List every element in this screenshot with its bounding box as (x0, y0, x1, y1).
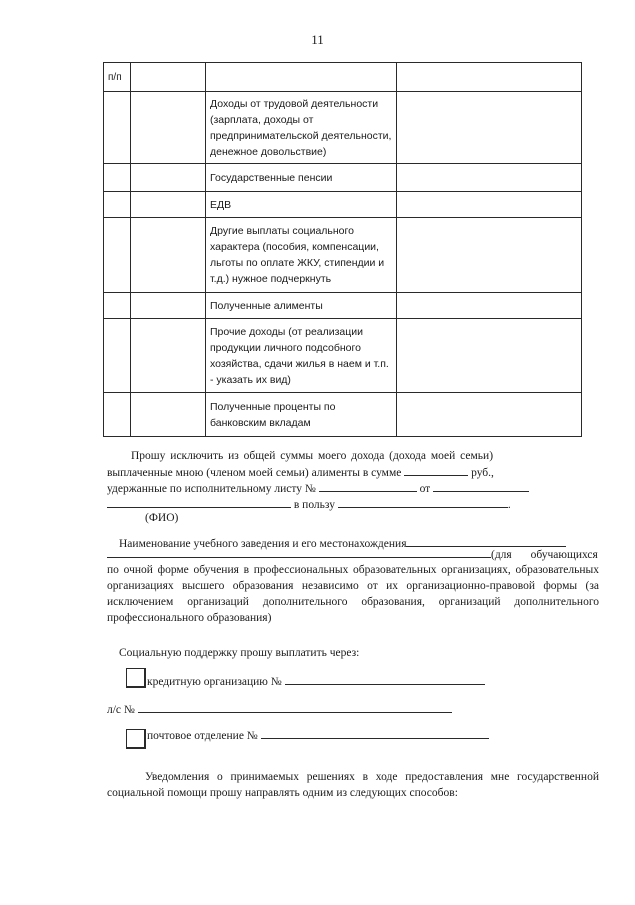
credit-organization-field[interactable] (285, 673, 485, 685)
notification-paragraph: Уведомления о принимаемых решениях в ходе предоставления мне государственной социальной помощи прошу направлять одним из следующих способов: (107, 771, 599, 799)
education-address-field[interactable] (107, 546, 491, 558)
education-line-2 (107, 546, 598, 563)
table-row (104, 92, 582, 164)
beneficiary-label: в пользу (293, 499, 335, 511)
income-value-cell[interactable] (397, 393, 582, 437)
table-cell-num-header (104, 63, 131, 92)
alimony-amount-field[interactable] (404, 464, 468, 476)
table-cell (397, 63, 582, 92)
education-note-start: (для обучающихся (491, 549, 598, 561)
alimony-end-dot: . (507, 499, 511, 511)
table-row (104, 192, 582, 218)
account-line (107, 701, 452, 718)
table-row (104, 293, 582, 319)
credit-organization-checkbox[interactable] (126, 668, 146, 688)
post-office-checkbox[interactable] (126, 729, 146, 749)
income-type-label: Полученные алименты (210, 299, 323, 312)
income-type-label: Полученные проценты по банковским вкладам (210, 400, 336, 429)
alimony-amount-prefix: выплаченные мною (членом моей семьи) алименты в сумме (107, 467, 402, 479)
post-office-field[interactable] (261, 727, 489, 739)
table-row (104, 164, 582, 192)
writ-issuer-field[interactable] (107, 496, 291, 508)
post-office-label: почтовое отделение № (147, 730, 258, 742)
table-row (104, 218, 582, 293)
alimony-line-1: Прошу исключить из общей суммы моего дохода (дохода моей семьи) (131, 450, 494, 462)
writ-date-label: от (419, 483, 431, 495)
beneficiary-field[interactable] (338, 496, 508, 508)
payment-heading: Социальную поддержку прошу выплатить через: (119, 647, 360, 659)
credit-organization-label: кредитную организацию № (147, 676, 282, 688)
account-label: л/с № (107, 704, 135, 716)
income-type-label: Прочие доходы (от реализации продукции личного подсобного хозяйства, сдачи жилья в наем и т.п. - указать их вид) (210, 325, 389, 386)
income-type-label: ЕДВ (210, 198, 232, 211)
income-value-cell[interactable] (397, 293, 582, 319)
table-cell (131, 63, 206, 92)
income-value-cell[interactable] (397, 192, 582, 218)
fio-caption: (ФИО) (145, 512, 179, 524)
table-cell (206, 63, 397, 92)
writ-number-field[interactable] (319, 480, 417, 492)
account-field[interactable] (138, 701, 452, 713)
writ-number-label: удержанные по исполнительному листу № (107, 483, 316, 495)
post-office-line (147, 727, 489, 744)
income-value-cell[interactable] (397, 92, 582, 164)
income-table (103, 62, 582, 437)
income-value-cell[interactable] (397, 164, 582, 192)
income-type-label: Другие выплаты социального характера (пособия, компенсации, льготы по оплате ЖКУ, стипендии и т.д.) нужное подчеркнуть (210, 225, 385, 285)
income-value-cell[interactable] (397, 218, 582, 293)
writ-date-field[interactable] (433, 480, 529, 492)
education-paragraph: по очной форме обучения в профессиональных образовательных организациях, образовательных организациях высшего образования независимо от их организационно-правовой формы (за исключением организаций дополнительного образования, организаций дополнительного профессионального образования) (107, 564, 599, 624)
table-row (104, 393, 582, 437)
num-header-label: п/п (108, 71, 122, 83)
income-type-label: Доходы от трудовой деятельности (зарплата, доходы от предпринимательской деятельности, денежное довольствие) (210, 97, 392, 158)
education-label: Наименование учебного заведения и его местонахождения (119, 538, 407, 550)
credit-organization-line (147, 673, 485, 690)
alimony-line-3 (107, 480, 529, 497)
income-type-label: Государственные пенсии (210, 171, 333, 184)
table-header-row (104, 63, 582, 92)
alimony-line-2 (107, 464, 494, 481)
income-value-cell[interactable] (397, 319, 582, 393)
alimony-amount-suffix: руб., (471, 467, 494, 479)
page-number: 11 (311, 32, 324, 47)
table-row (104, 319, 582, 393)
